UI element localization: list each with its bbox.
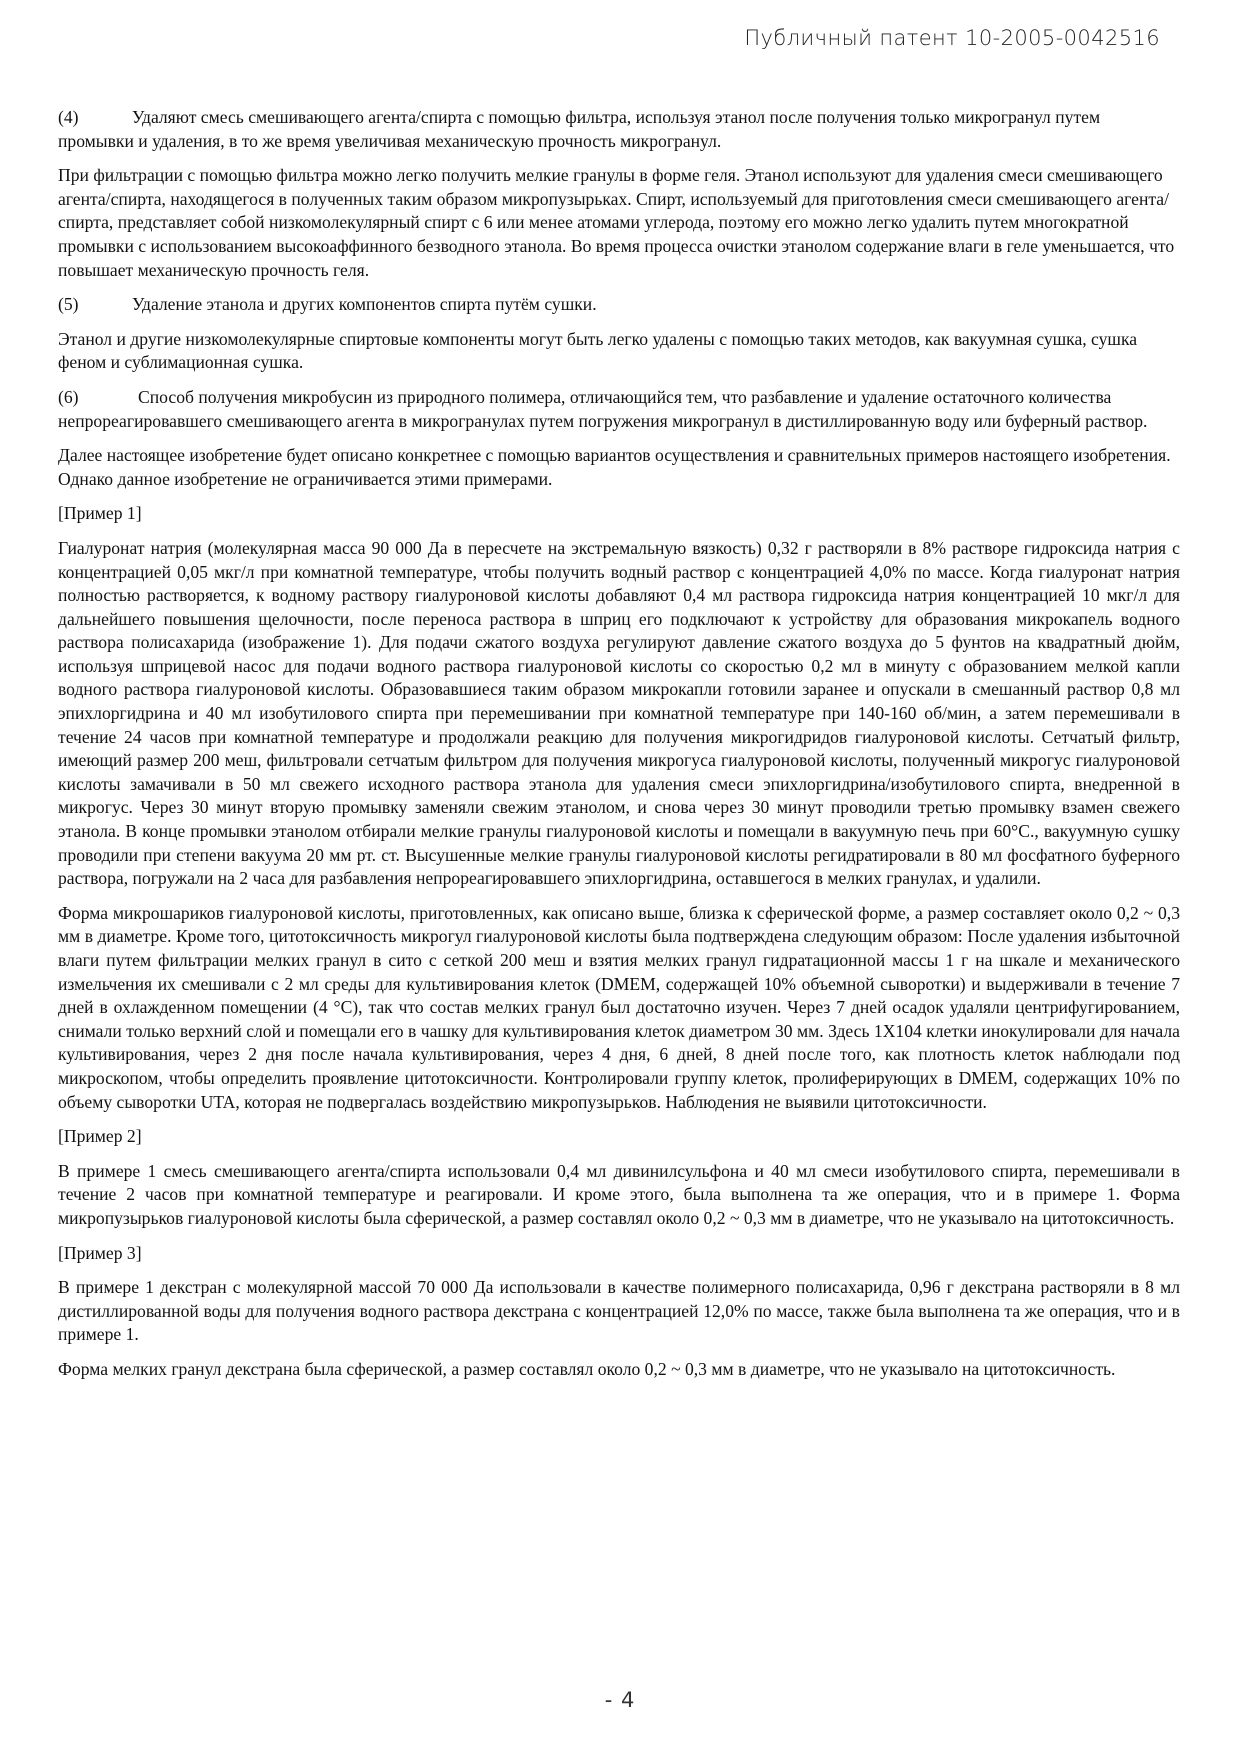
page-number: - 4 (604, 1688, 636, 1712)
paragraph-text: Удаляют смесь смешивающего агента/спирта с помощью фильтра, используя этанол после получения только микрогранул путем промывки и удаления, в то же время увеличивая механическую прочность микрогранул. (58, 107, 1101, 151)
example-heading: [Пример 2] (58, 1126, 142, 1147)
paragraph-text: Способ получения микробусин из природного полимера, отличающийся тем, что разбавление и удаление остаточного количества непрореагировавшего смешивающего агента в микрогранулах путем погружения микрогранул в дистиллированную воду или буферный раствор. (58, 386, 1148, 431)
document-header: Публичный патент 10-2005-0042516 (744, 26, 1160, 50)
paragraph: При фильтрации с помощью фильтра можно легко получить мелкие гранулы в форме геля. Этанол используют для удаления смеси смешивающего агента/спирта, находящегося в полученных таким образом микропузырьках. Спирт, используемый для приготовления смеси смешивающего агента/спирта, представляет собой низкомолекулярный спирт с 6 или менее атомами углерода, поэтому его можно легко удалить путем многократной промывки с использованием высокоаффинного безводного этанола. Во время процесса очистки этанолом содержание влаги в геле уменьшается, что повышает механическую прочность геля. (58, 165, 1175, 280)
paragraph: Форма мелких гранул декстрана была сферической, а размер составлял около 0,2 ~ 0,3 мм в диаметре, что не указывало на цитотоксичность. (58, 1358, 1116, 1379)
paragraph: Форма микрошариков гиалуроновой кислоты, приготовленных, как описано выше, близка к сферической форме, а размер составляет около 0,2 ~ 0,3 мм в диаметре. Кроме того, цитотоксичность микрогул гиалуроновой кислоты была подтверждена следующим образом: После удаления избыточной влаги путем фильтрации мелких гранул в сито с сеткой 200 меш и взятия мелких гранул гидратационной массы 1 г на шкале и механического измельчения их смешивали с 2 мл среды для культивирования клеток (DMEM, содержащей 10% объемной сыворотки) и выдерживали в течение 7 дней в охлажденном помещении (4 °С), так что состав мелких гранул был достаточно изучен. Через 7 дней осадок удаляли центрифугированием, снимали только верхний слой и помещали его в чашку для культивирования клеток диаметром 30 мм. Здесь 1Х104 клетки инокулировали для начала культивирования, через 2 дня после начала культивирования, через 4 дня, 6 дней, 8 дней после того, как плотность клеток наблюдали под микроскопом, чтобы определить проявление цитотоксичности. Контролировали группу клеток, пролиферирующих в DMEM, содержащих 10% по объему сыворотки UTA, которая не подвергалась воздействию микропузырьков. Наблюдения не выявили цитотоксичности. (58, 902, 1180, 1112)
paragraph: Этанол и другие низкомолекулярные спиртовые компоненты могут быть легко удалены с помощью таких методов, как вакуумная сушка, сушка феном и сублимационная сушка. (58, 328, 1138, 373)
step-paragraph (58, 106, 1180, 153)
step-paragraph (58, 386, 1180, 433)
step-number: (4) (58, 107, 79, 127)
paragraph: В примере 1 декстран с молекулярной массой 70 000 Да использовали в качестве полимерного полисахарида, 0,96 г декстрана растворяли в 8 мл дистиллированной воды для получения водного раствора декстрана с концентрацией 12,0% по массе, также была выполнена та же операция, что и в примере 1. (58, 1277, 1180, 1345)
paragraph: Далее настоящее изобретение будет описано конкретнее с помощью вариантов осуществления и сравнительных примеров настоящего изобретения. Однако данное изобретение не ограничивается этими примерами. (58, 445, 1171, 489)
step-number: (6) (58, 386, 79, 407)
paragraph-text: Удаление этанола и других компонентов спирта путём сушки. (132, 294, 597, 315)
step-number: (5) (58, 294, 79, 315)
paragraph: Гиалуронат натрия (молекулярная масса 90 000 Да в пересчете на экстремальную вязкость) 0,32 г растворяли в 8% растворе гидроксида натрия с концентрацией 0,05 мкг/л при комнатной температуре, чтобы получить водный раствор с концентрацией 4,0% по массе. Когда гиалуронат натрия полностью растворяется, к водному раствору гиалуроновой кислоты добавляют 0,4 мл раствора гидроксида натрия концентрацией 10 мкг/л для дальнейшего повышения щелочности, после переноса раствора в шприц его подключают к устройству для образования микрокапель водного раствора полисахарида (изображение 1). Для подачи сжатого воздуха регулируют давление сжатого воздуха до 5 фунтов на квадратный дюйм, используя шприцевой насос для подачи водного раствора гиалуроновой кислоты со скоростью 0,2 мл в минуту с образованием мелкой капли водного раствора гиалуроновой кислоты. Образовавшиеся таким образом микрокапли готовили заранее и опускали в смешанный раствор 0,8 мл эпихлоргидрина и 40 мл изобутилового спирта при перемешивании при комнатной температуре при 140-160 об/мин, а затем перемешивали в течение 24 часов при комнатной температуре и продолжали реакцию для получения микрогидридов гиалуроновой кислоты. Сетчатый фильтр, имеющий размер 200 меш, фильтровали сетчатым фильтром для получения микрогуса гиалуроновой кислоты, полученный микрогус гиалуроновой кислоты замачивали в 50 мл свежего исходного раствора этанола для удаления смеси эпихлоргидрина/изобутилового спирта, внедренной в микрогус. Через 30 минут вторую промывку заменяли свежим этанолом, и снова через 30 минут проводили третью промывку взамен свежего этанола. В конце промывки этанолом отбирали мелкие гранулы гиалуроновой кислоты и помещали в вакуумную печь при 60°С., вакуумную сушку проводили при степени вакуума 20 мм рт. ст. Высушенные мелкие гранулы гиалуроновой кислоты регидратировали в 80 мл фосфатного буферного раствора, погружали на 2 часа для разбавления непрореагировавшего эпихлоргидрина, оставшегося в мелких гранулах, и удалили. (58, 537, 1180, 889)
paragraph: В примере 1 смесь смешивающего агента/спирта использовали 0,4 мл дивинилсульфона и 40 мл смеси изобутилового спирта, перемешивали в течение 2 часов при комнатной температуре и реагировали. И кроме этого, была выполнена та же операция, что и в примере 1. Форма микропузырьков гиалуроновой кислоты была сферической, а размер составлял около 0,2 ~ 0,3 мм в диаметре, что не указывало на цитотоксичность. (58, 1160, 1180, 1228)
example-heading: [Пример 1] (58, 503, 142, 524)
example-heading: [Пример 3] (58, 1242, 142, 1263)
document-body (58, 106, 1180, 1393)
step-paragraph (58, 293, 1180, 317)
